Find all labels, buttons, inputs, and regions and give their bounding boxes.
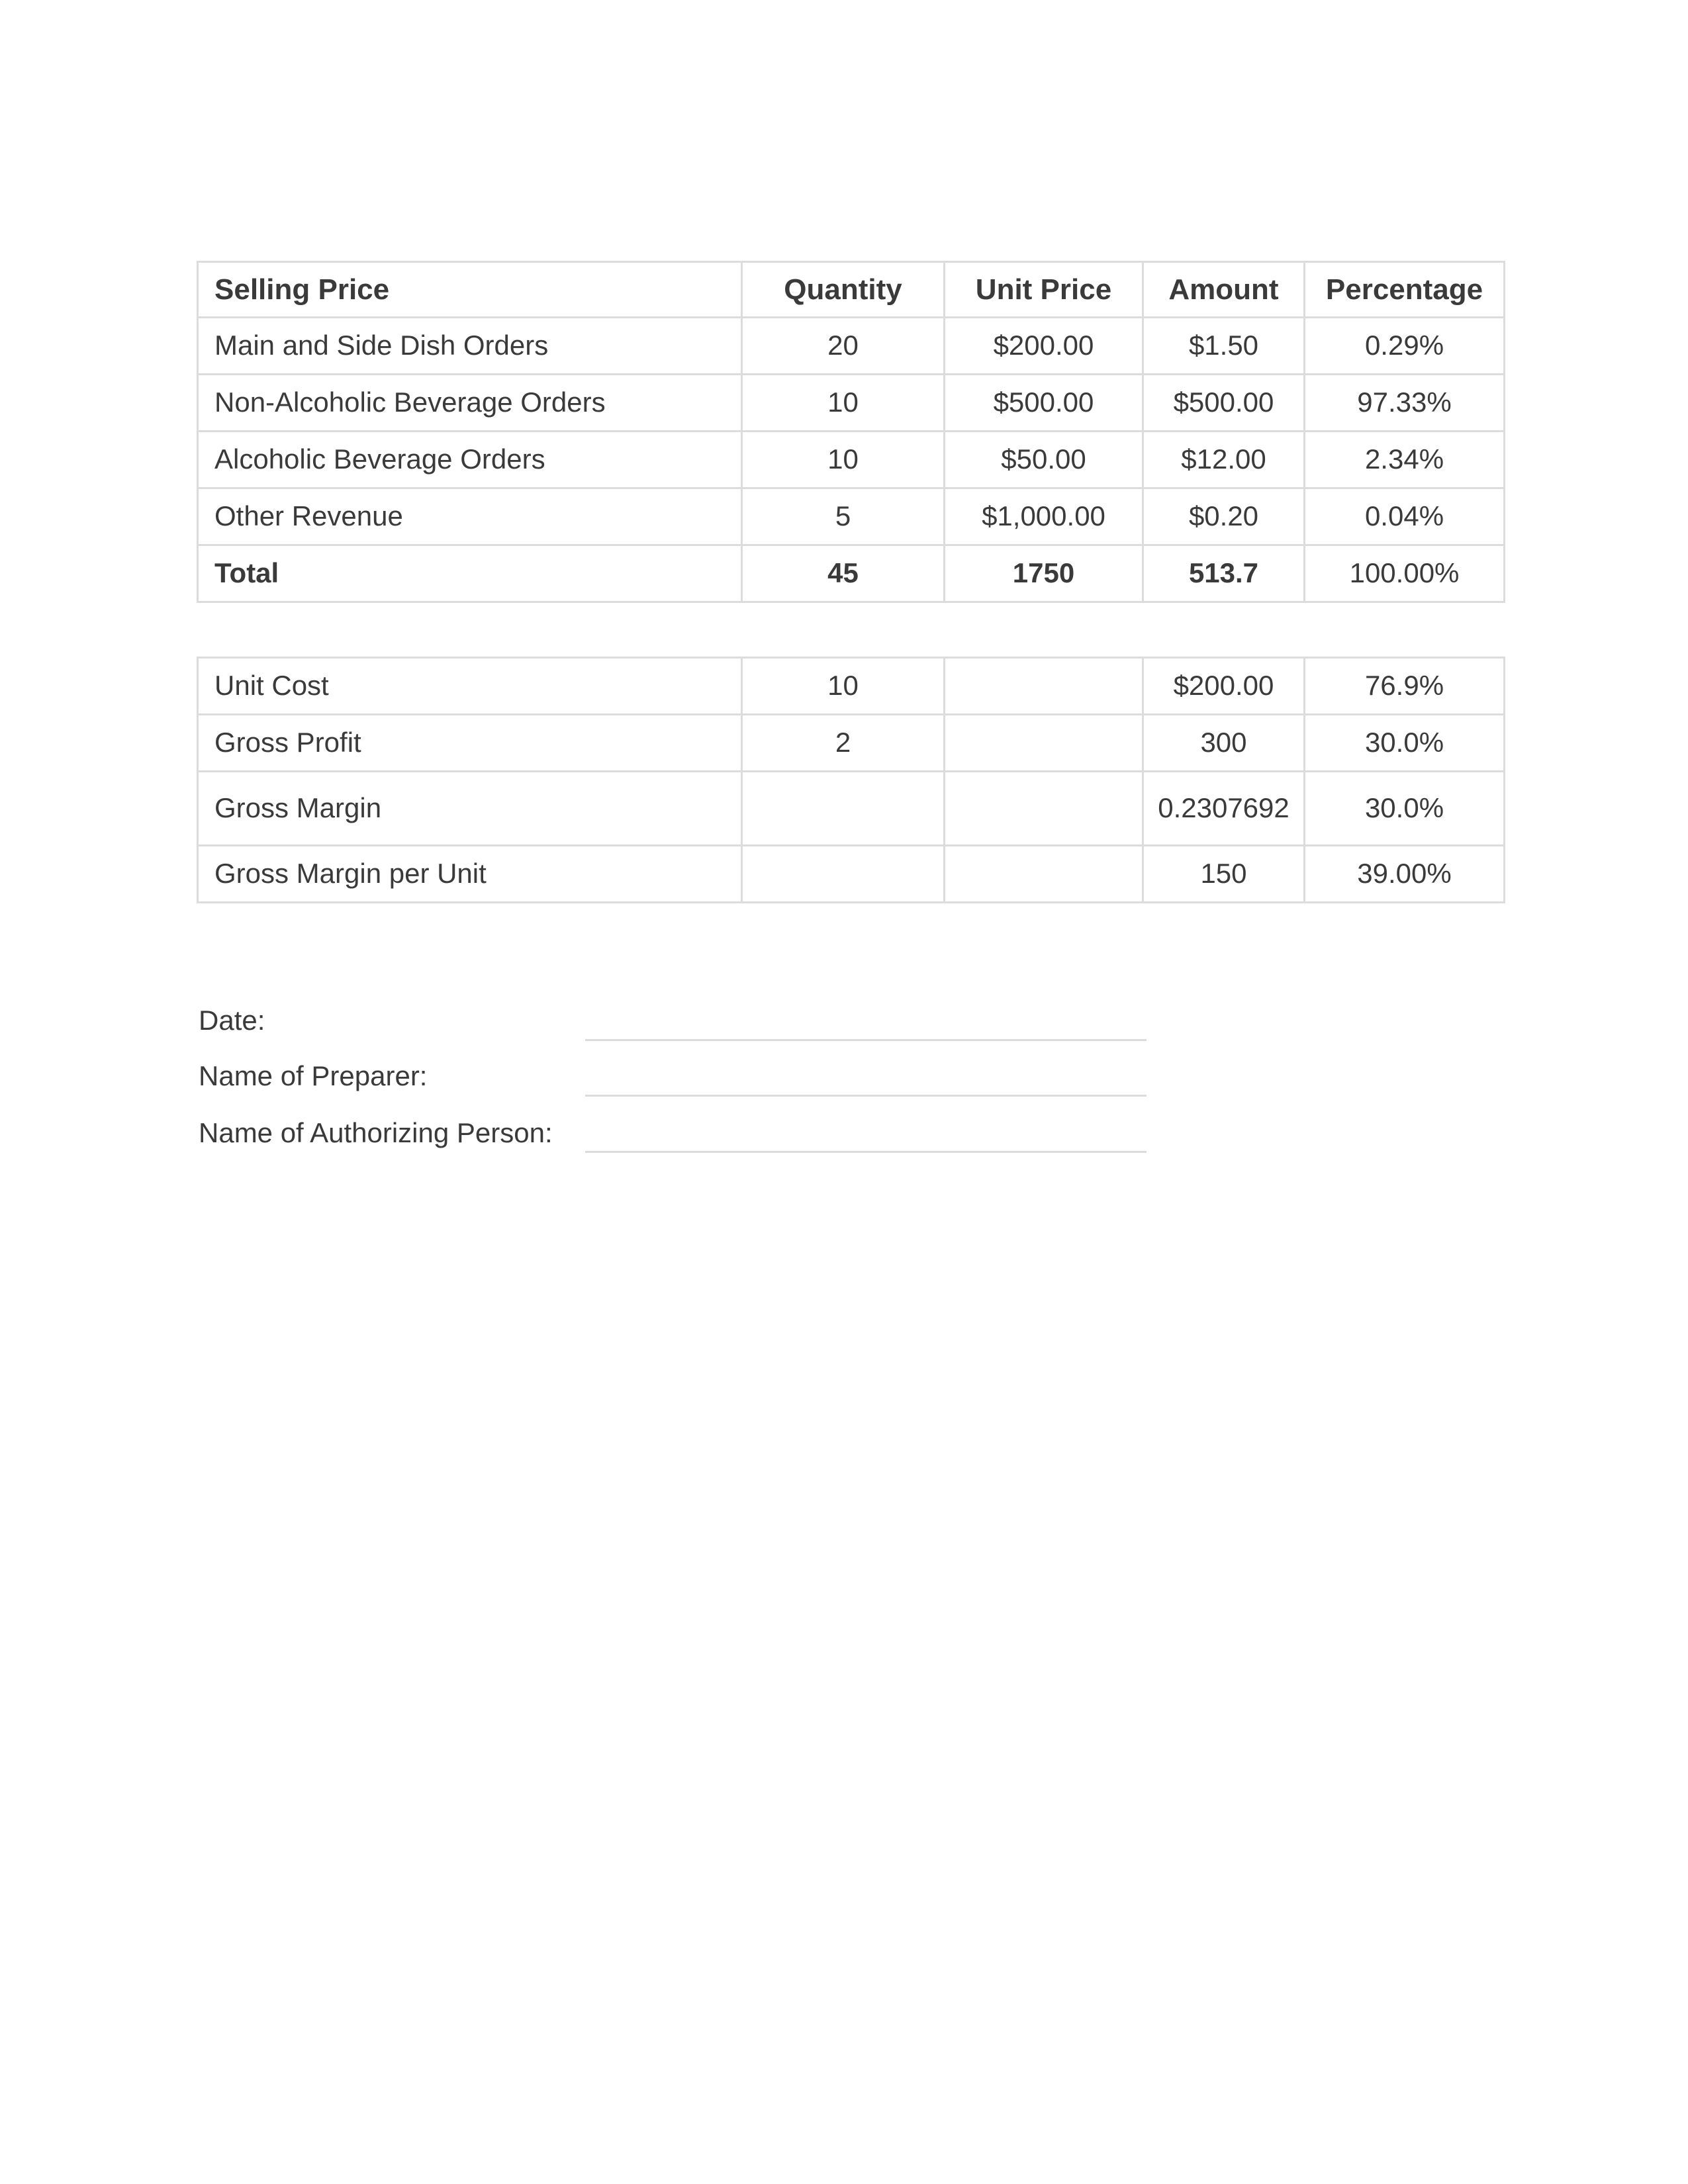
quantity-cell: [742, 846, 945, 903]
percentage-cell: 2.34%: [1305, 432, 1505, 488]
amount-cell: $12.00: [1143, 432, 1305, 488]
row-label: Gross Profit: [198, 715, 742, 772]
table-row: [198, 488, 1505, 545]
authorizer-line: [585, 1151, 1147, 1153]
quantity-cell: 10: [742, 432, 945, 488]
total-row: [198, 545, 1505, 602]
percentage-cell: 0.29%: [1305, 318, 1505, 375]
sales-table: [197, 261, 1505, 603]
table-header-row: [198, 262, 1505, 318]
total-quantity: 45: [742, 545, 945, 602]
row-label: Gross Margin per Unit: [198, 846, 742, 903]
amount-cell: $200.00: [1143, 658, 1305, 715]
unit-price-cell: [945, 658, 1143, 715]
table-row: [198, 658, 1505, 715]
quantity-cell: 20: [742, 318, 945, 375]
header-amount: Amount: [1143, 262, 1305, 318]
table-row: [198, 772, 1505, 846]
amount-cell: $1.50: [1143, 318, 1305, 375]
amount-cell: 300: [1143, 715, 1305, 772]
table-row: [198, 318, 1505, 375]
percentage-cell: 39.00%: [1305, 846, 1505, 903]
unit-price-cell: [945, 846, 1143, 903]
cost-table: [197, 657, 1505, 903]
quantity-cell: 10: [742, 375, 945, 432]
header-unit-price: Unit Price: [945, 262, 1143, 318]
preparer-label: Name of Preparer:: [199, 1060, 428, 1091]
date-label: Date:: [199, 1005, 265, 1036]
amount-cell: $0.20: [1143, 488, 1305, 545]
quantity-cell: 5: [742, 488, 945, 545]
unit-price-cell: [945, 715, 1143, 772]
unit-price-cell: [945, 772, 1143, 846]
amount-cell: $500.00: [1143, 375, 1305, 432]
row-label: Non-Alcoholic Beverage Orders: [198, 375, 742, 432]
unit-price-cell: $1,000.00: [945, 488, 1143, 545]
percentage-cell: 30.0%: [1305, 772, 1505, 846]
unit-price-cell: $50.00: [945, 432, 1143, 488]
unit-price-cell: $500.00: [945, 375, 1143, 432]
table-row: [198, 846, 1505, 903]
row-label: Unit Cost: [198, 658, 742, 715]
quantity-cell: 10: [742, 658, 945, 715]
total-unit-price: 1750: [945, 545, 1143, 602]
amount-cell: 150: [1143, 846, 1305, 903]
amount-cell: 0.2307692: [1143, 772, 1305, 846]
date-line: [585, 1039, 1147, 1041]
header-percentage: Percentage: [1305, 262, 1505, 318]
table-row: [198, 715, 1505, 772]
total-amount: 513.7: [1143, 545, 1305, 602]
percentage-cell: 76.9%: [1305, 658, 1505, 715]
row-label: Alcoholic Beverage Orders: [198, 432, 742, 488]
unit-price-cell: $200.00: [945, 318, 1143, 375]
row-label: Main and Side Dish Orders: [198, 318, 742, 375]
preparer-line: [585, 1095, 1147, 1097]
header-selling-price: Selling Price: [198, 262, 742, 318]
percentage-cell: 97.33%: [1305, 375, 1505, 432]
percentage-cell: 0.04%: [1305, 488, 1505, 545]
quantity-cell: 2: [742, 715, 945, 772]
total-label: Total: [198, 545, 742, 602]
total-percentage: 100.00%: [1305, 545, 1505, 602]
percentage-cell: 30.0%: [1305, 715, 1505, 772]
quantity-cell: [742, 772, 945, 846]
header-quantity: Quantity: [742, 262, 945, 318]
table-row: [198, 432, 1505, 488]
row-label: Other Revenue: [198, 488, 742, 545]
row-label: Gross Margin: [198, 772, 742, 846]
authorizer-label: Name of Authorizing Person:: [199, 1117, 553, 1148]
table-row: [198, 375, 1505, 432]
